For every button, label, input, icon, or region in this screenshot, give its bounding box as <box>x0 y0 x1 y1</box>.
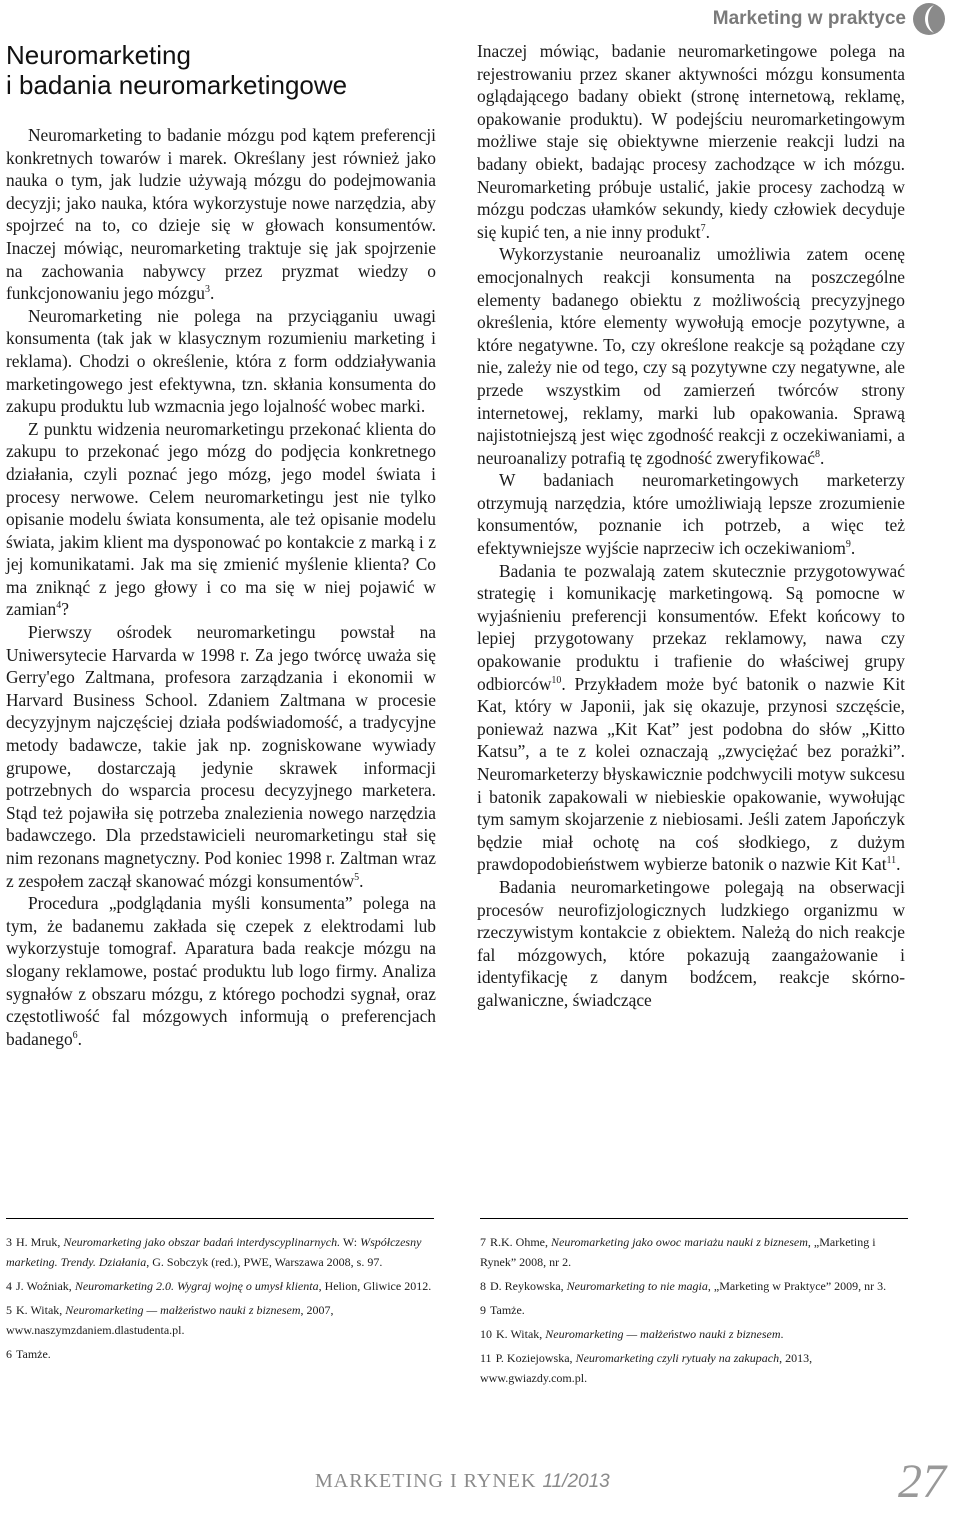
footnote-divider <box>480 1218 908 1219</box>
footnote-ref: 8 <box>815 448 820 460</box>
page-number: 27 <box>898 1455 946 1508</box>
footnote: 9 Tamże. <box>480 1303 525 1317</box>
footnote: 5 K. Witak, Neuromarketing — małżeństwo nauki z biznesem, 2007, www.naszymzdaniem.dlastudenta.pl. <box>6 1303 334 1337</box>
footnote-ref: 4 <box>56 600 62 612</box>
paragraph: W badaniach neuromarketingowych marketerzy otrzymują narzędzia, które umożliwiają lepsze zrozumienie konsumentów, poznanie ich potrzeb, a więc też efektywniejsze wyjście naprzeciw ich oczekiwaniom$^9$. <box>477 470 905 559</box>
footnote: 8 D. Reykowska, Neuromarketing to nie magia, „Marketing w Praktyce” 2009, nr 3. <box>480 1279 887 1293</box>
footnote-ref: 7 <box>700 222 706 234</box>
article-title <box>6 40 436 100</box>
magazine-footer <box>315 1470 610 1493</box>
page-header <box>713 2 946 36</box>
footnote-ref: 5 <box>354 871 360 883</box>
paragraph: Neuromarketing nie polega na przyciąganiu uwagi konsumenta (tak jak w klasycznym rozumieniu marketing i reklama). Chodzi o określenie, która z form oddziaływania marketingowego jest efektywna, tzn. skłania konsumenta do zakupu produktu lub wzmacnia jego lojalność wobec marki. <box>6 305 436 417</box>
section-label: Marketing w praktyce <box>712 8 906 29</box>
paragraph: Inaczej mówiąc, badanie neuromarketingowe polega na rejestrowaniu przez skaner aktywności mózgu konsumenta oglądającego badany obiekt (stronę internetową, reklamę, opakowanie produktu). W podejściu neuromarketingowym możliwe staje się obiektywne mierzenie reakcji ludzi na badany obiekt, badając procesy zachodzące w ich mózgu. Neuromarketing próbuje ustalić, jakie procesy zachodzą w mózgu podczas ułamków sekundy, kiedy człowiek decyduje się kupić ten, a nie inny produkt$^7$. <box>477 41 905 242</box>
footnote: 3 H. Mruk, Neuromarketing jako obszar badań interdyscyplinarnych. W: Współczesny marketing. Trendy. Działania, G. Sobczyk (red.), PWE, Warszawa 2008, s. 97. <box>6 1235 422 1269</box>
footnote: 7 R.K. Ohme, Neuromarketing jako owoc mariażu nauki z biznesem, „Marketing i Rynek” 2008, nr 2. <box>480 1235 876 1269</box>
left-column <box>6 40 436 1050</box>
paragraph: Badania te pozwalają zatem skutecznie przygotowywać strategię i komunikację marketingową. Są pomocne w wyjaśnieniu preferencji konsumentów. Efekt końcowy to lepiej przygotowany przekaz reklamowy, nawa czy opakowanie produktu i trafienie do właściwej grupy odbiorców$^{10}$. Przykładem może być batonik o nazwie Kit Kat, który w Japonii, jak się okazuje, przynosi szczęście, ponieważ nazwa „Kit Kat” jest podobna do słów „Kitto Katsu”, a te z kolei oznaczają „zwyciężać bez porażki”. Neuromarketerzy błyskawicznie podchwycili motyw sukcesu i batonik zapakowali w niebieskie opakowanie, wywołując tym samym skojarzenie z niebiosami. Jeśli zatem Japończyk będzie miał ochotę na coś słodkiego, z dużym prawdopodobieństwem wybierze batonik o nazwie Kit Kat$^{11}$. <box>477 560 905 875</box>
footnote-ref: 9 <box>845 539 851 551</box>
right-column <box>477 40 905 1012</box>
paragraph: Neuromarketing to badanie mózgu pod kątem preferencji konkretnych towarów i marek. Określany jest również jako nauka o tym, jak ludzie używają mózgu do podejmowania decyzji; jako nauka, która wykorzystuje nowe narzędzia, aby spojrzeć na to, co dzieje się w głowach konsumentów. Inaczej mówiąc, neuromarketing traktuje się jak spojrzenie na zachowania nabywcy przez pryzmat wiedzy o funkcjonowaniu jego mózgu$^3$. <box>6 125 436 304</box>
issue-number: 11/2013 <box>542 1471 610 1492</box>
paragraph: Pierwszy ośrodek neuromarketingu powstał na Uniwersytecie Harvarda w 1998 r. Za jego twórcę uważa się Gerry'ego Zaltmana, profesora zarządzania i ekonomii w Harvard Business School. Zdaniem Zaltmana w procesie decyzyjnym najczęściej działa podświadomość, a tradycyjne metody badawcze, takie jak np. zogniskowane wywiady grupowe, dostarczają jedynie skrawek informacji potrzebnych do wsparcia procesu decyzyjnego marketera. Stąd też pojawiła się potrzeba znalezienia nowego narzędzia badawczego. Dla przedstawicieli neuromarketingu stał się nim rezonans magnetyczny. Pod koniec 1998 r. Zaltman wraz z zespołem zaczął skanować mózgi konsumentów$^5$. <box>6 622 436 891</box>
footnote-ref: 11 <box>886 855 897 867</box>
title-line-1: Neuromarketing <box>6 40 191 70</box>
footnotes-left <box>6 1232 434 1368</box>
arc-logo-icon <box>912 2 946 36</box>
paragraph: Z punktu widzenia neuromarketingu przekonać klienta do zakupu to przekonać jego mózg do podjęcia konkretnego działania, czyli poznać jego mózg, jego model świata i procesy nerwowe. Celem neuromarketingu jest nie tylko opisanie modelu świata konsumenta, ale też opisanie modelu świata, jakim klient ma dysponować po kontakcie z marką i z jej komunikatami. Jak ma się zmienić myślenie klienta? Co ma zniknąć z jego głowy i co ma się w niej pojawić w zamian$^4$? <box>6 418 436 620</box>
footnote: 11 P. Koziejowska, Neuromarketing czyli rytuały na zakupach, 2013, www.gwiazdy.com.pl. <box>480 1351 813 1385</box>
title-line-2: i badania neuromarketingowe <box>6 70 348 100</box>
footnote: 6 Tamże. <box>6 1347 51 1361</box>
footnote-ref: 10 <box>551 674 562 686</box>
footnote-ref: 3 <box>204 284 210 296</box>
paragraph: Badania neuromarketingowe polegają na obserwacji procesów neurofizjologicznych ludzkiego organizmu w rzeczywistym kontakcie z obiektem. Należą do nich reakcje fal mózgowych, które pokazują zaangażowanie i identyfikację z danym bodźcem, reakcje skórno-galwaniczne, świadczące <box>477 876 905 1010</box>
paragraph: Wykorzystanie neuroanaliz umożliwia zatem ocenę emocjonalnych reakcji konsumenta na poszczególne elementy badanego obiektu z możliwością precyzyjnego określenia, które elementy wywołują emocje pozytywne, a które negatywne. To, czy określone reakcje są pożądane czy nie, zależy nie od tego, czy są pozytywne czy negatywne, ale przede wszystkim od zamierzeń twórców strony internetowej, reklamy, marki lub opakowania. Sprawą najistotniejszą jest więc zgodność reakcji z oczekiwaniami, a neuroanalizy potrafią tę zgodność zweryfikować$^8$. <box>477 244 905 468</box>
paragraph: Procedura „podglądania myśli konsumenta” polega na tym, że badanemu zakłada się czepek z elektrodami lub wykorzystuje tomograf. Aparatura bada reakcje mózgu na slogany reklamowe, postać produktu lub logo firmy. Analiza sygnałów z obszaru mózgu, z którego pochodzi sygnał, oraz częstotliwość fal mózgowych informują o preferencjach badanego$^6$. <box>6 893 436 1049</box>
footnote-ref: 6 <box>72 1029 78 1041</box>
footnotes-right <box>480 1232 908 1392</box>
magazine-name: MARKETING I RYNEK <box>315 1470 537 1492</box>
footnote: 10 K. Witak, Neuromarketing — małżeństwo nauki z biznesem. <box>480 1327 784 1341</box>
footnote-divider <box>6 1218 434 1219</box>
footnote: 4 J. Woźniak, Neuromarketing 2.0. Wygraj wojnę o umysł klienta, Helion, Gliwice 2012. <box>6 1279 432 1293</box>
